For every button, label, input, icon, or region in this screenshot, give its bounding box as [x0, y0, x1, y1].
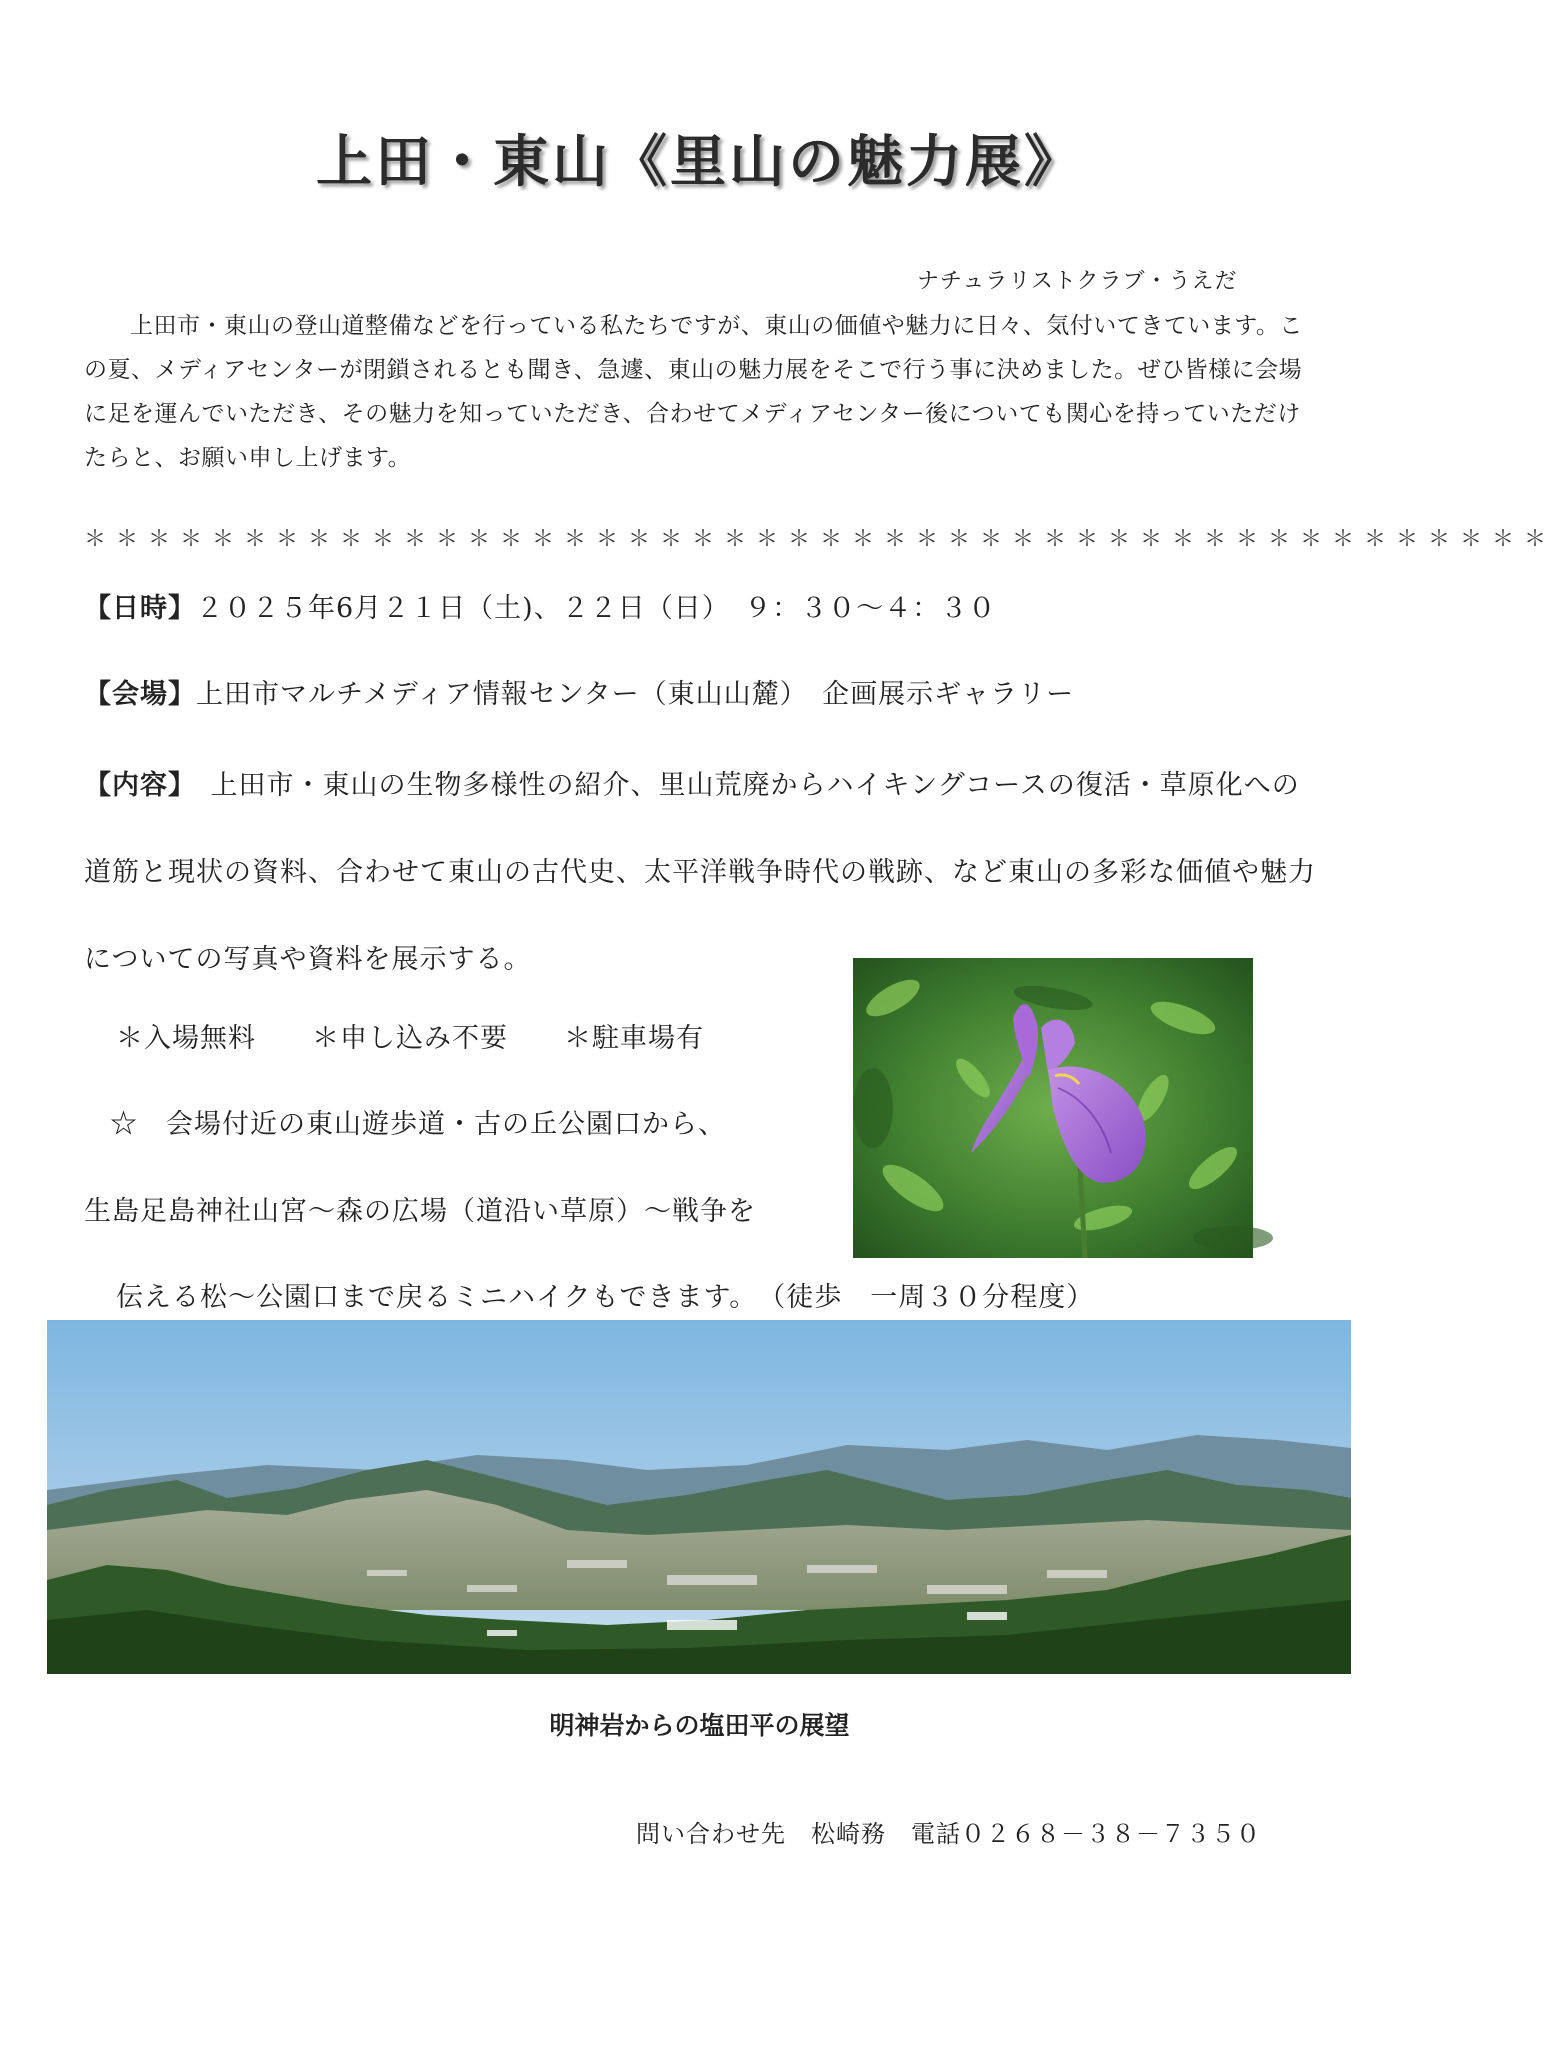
page-title: 上田・東山《里山の魅力展》	[316, 130, 1083, 195]
content-value: 上田市・東山の生物多様性の紹介、里山荒廃からハイキングコースの復活・草原化への道筋と現状の資料、合わせて東山の古代史、太平洋戦争時代の戦跡、など東山の多彩な価値や魅力についての写真や資料を展示する。	[84, 770, 1316, 975]
hike-line-3: 伝える松～公園口まで戻るミニハイクもできます。 （徒歩 一周３０分程度）	[116, 1282, 1095, 1313]
separator: ＊＊＊＊＊＊＊＊＊＊＊＊＊＊＊＊＊＊＊＊＊＊＊＊＊＊＊＊＊＊＊＊＊＊＊＊＊＊＊＊＊＊＊＊＊＊	[84, 527, 1556, 552]
datetime-line	[84, 586, 996, 625]
venue-line	[84, 672, 1074, 711]
datetime-label: 【日時】	[84, 593, 196, 624]
photo-caption: 明神岩からの塩田平の展望	[549, 1711, 850, 1740]
notes-line: ＊入場無料 ＊申し込み不要 ＊駐車場有	[116, 1023, 704, 1054]
iris-photo	[853, 958, 1253, 1258]
venue-value: 上田市マルチメディア情報センター（東山山麓） 企画展示ギャラリー	[196, 679, 1075, 710]
panorama-photo	[47, 1320, 1351, 1674]
hike-line-2: 生島足島神社山宮～森の広場（道沿い草原）～戦争を	[84, 1196, 756, 1227]
intro-paragraph: 上田市・東山の登山道整備などを行っている私たちですが、東山の価値や魅力に日々、気付いてきています。この夏、メディアセンターが閉鎖されるとも聞き、急遽、東山の魅力展をそこで行う事に決めました。ぜひ皆様に会場に足を運んでいただき、その魅力を知っていただき、合わせてメディアセンター後についても関心を持っていただけたらと、お願い申し上げます。	[84, 313, 1303, 471]
hike-line-1: ☆ 会場付近の東山遊歩道・古の丘公園口から、	[110, 1109, 726, 1140]
datetime-value: ２０２５年6月２１日（土)、２２日（日） ９：３０～４：３０	[196, 593, 997, 624]
venue-label: 【会場】	[84, 679, 196, 710]
organizer: ナチュラリストクラブ・うえだ	[917, 269, 1238, 294]
contact-info: 問い合わせ先 松崎務 電話０２６８－３８－７３５０	[636, 1820, 1261, 1848]
content-label: 【内容】	[84, 770, 183, 801]
